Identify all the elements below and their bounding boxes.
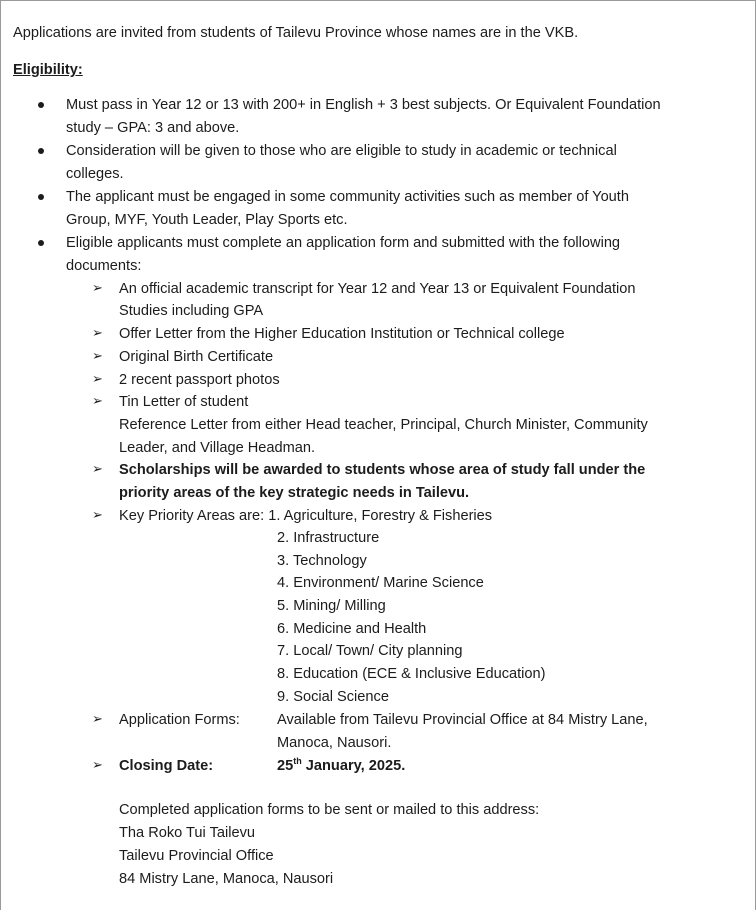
priority-area-item: 5. Mining/ Milling [277, 598, 386, 614]
arrow-bullet-icon: ➢ [92, 757, 103, 772]
doc-transcript-line-2: Studies including GPA [119, 303, 264, 319]
arrow-bullet-icon: ➢ [92, 461, 103, 476]
address-intro: Completed application forms to be sent or mailed to this address: [119, 802, 540, 818]
doc-offer-letter: Offer Letter from the Higher Education Institution or Technical college [119, 326, 565, 342]
arrow-bullet-icon: ➢ [92, 711, 103, 726]
bullet-4-line-2: documents: [66, 258, 142, 274]
priority-area-item: 7. Local/ Town/ City planning [277, 643, 463, 659]
bullet-1-line-1: Must pass in Year 12 or 13 with 200+ in English + 3 best subjects. Or Equivalent Foundation [66, 97, 661, 113]
bullet-3-line-2: Group, MYF, Youth Leader, Play Sports etc. [66, 212, 348, 228]
scholarship-note-line-2: priority areas of the key strategic needs in Tailevu. [119, 485, 470, 501]
bullet-3-line-1: The applicant must be engaged in some community activities such as member of Youth [66, 189, 629, 205]
priority-area-item: 3. Technology [277, 553, 367, 569]
intro-text: Applications are invited from students of Tailevu Province whose names are in the VKB. [13, 25, 579, 41]
doc-reference-line-2: Leader, and Village Headman. [119, 440, 316, 456]
bullet-icon [38, 240, 44, 246]
arrow-bullet-icon: ➢ [92, 348, 103, 363]
address-line-2: Tailevu Provincial Office [119, 848, 274, 864]
arrow-bullet-icon: ➢ [92, 325, 103, 340]
arrow-bullet-icon: ➢ [92, 280, 103, 295]
eligibility-heading: Eligibility: [13, 62, 83, 78]
arrow-bullet-icon: ➢ [92, 393, 103, 408]
address-line-3: 84 Mistry Lane, Manoca, Nausori [119, 871, 334, 887]
doc-transcript-line-1: An official academic transcript for Year 12 and Year 13 or Equivalent Foundation [119, 281, 636, 297]
closing-date-rest: January, 2025. [301, 758, 406, 774]
priority-area-item: 4. Environment/ Marine Science [277, 575, 484, 591]
closing-date-day: 25 [277, 758, 294, 774]
bullet-icon [38, 148, 44, 154]
priority-area-item: 9. Social Science [277, 689, 389, 705]
address-line-1: Tha Roko Tui Tailevu [119, 825, 256, 841]
priority-area-item: 8. Education (ECE & Inclusive Education) [277, 666, 546, 682]
doc-reference-line-1: Reference Letter from either Head teacher, Principal, Church Minister, Community [119, 417, 648, 433]
doc-passport-photos: 2 recent passport photos [119, 372, 280, 388]
priority-area-item: 6. Medicine and Health [277, 621, 427, 637]
bullet-1-line-2: study – GPA: 3 and above. [66, 120, 240, 136]
arrow-bullet-icon: ➢ [92, 371, 103, 386]
doc-birth-certificate: Original Birth Certificate [119, 349, 274, 365]
closing-date-label: Closing Date: [119, 758, 214, 774]
application-forms-label: Application Forms: [119, 712, 240, 728]
application-forms-value-line-2: Manoca, Nausori. [277, 735, 392, 751]
bullet-icon [38, 194, 44, 200]
doc-tin-letter: Tin Letter of student [119, 394, 249, 410]
priority-areas-label: Key Priority Areas are: 1. Agriculture, Forestry & Fisheries [119, 508, 493, 524]
arrow-bullet-icon: ➢ [92, 507, 103, 522]
bullet-2-line-1: Consideration will be given to those who are eligible to study in academic or technical [66, 143, 617, 159]
bullet-icon [38, 102, 44, 108]
priority-area-item: 2. Infrastructure [277, 530, 380, 546]
closing-date-suffix: th [293, 756, 302, 767]
bullet-2-line-2: colleges. [66, 166, 124, 182]
application-forms-value-line-1: Available from Tailevu Provincial Office at 84 Mistry Lane, [277, 712, 648, 728]
bullet-4-line-1: Eligible applicants must complete an application form and submitted with the following [66, 235, 621, 251]
closing-date-value [277, 756, 405, 776]
scholarship-note-line-1: Scholarships will be awarded to students whose area of study fall under the [119, 462, 646, 478]
